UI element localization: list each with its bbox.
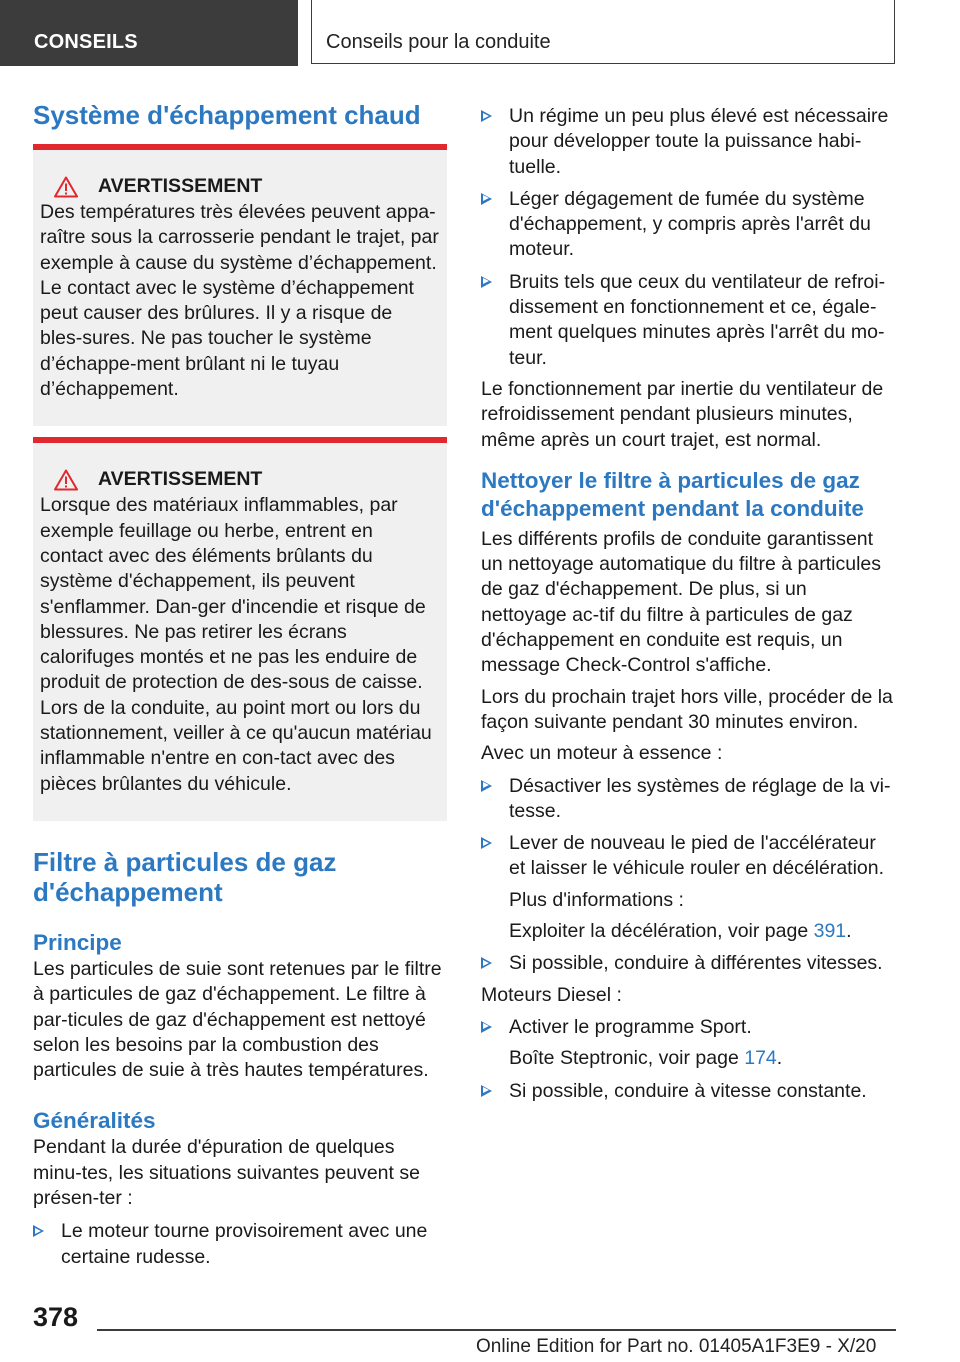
warning-label: AVERTISSEMENT [98, 468, 263, 491]
page-number: 378 [33, 1302, 79, 1332]
right-column [481, 104, 895, 1104]
principle-text: Les particules de suie sont retenues par le filtre à particules de gaz d'échappement. Le filtre à par-ticules de gaz d'échappement est nettoyé selon les besoins par la combustion des particules de suie à très hautes températures. [33, 957, 442, 1082]
bullet-arrow-icon [481, 1021, 492, 1033]
bullet-arrow-icon [481, 193, 492, 205]
diesel-label: Moteurs Diesel : [481, 983, 622, 1006]
warning-text: Lorsque des matériaux inflammables, par exemple feuillage ou herbe, entrent en contact avec des éléments brûlants du système d'échappement, ils peuvent s'enflammer. Dan-ger d'incendie et risque de blessures. Ne pas retirer les écrans calorifuges montés et ne pas les enduire de produit de protection de des-sous de caisse. Lors de la conduite, au point mort ou lors du stationnement, veiller à ce qu'aucun matériau inflammable n'entre en con-tact avec des pièces brûlantes du véhicule. [40, 494, 432, 795]
page-link-174[interactable]: 174 [744, 1047, 777, 1070]
warning-triangle-icon [54, 469, 78, 491]
footer-divider [97, 1329, 896, 1331]
fan-text: Le fonctionnement par inertie du ventilateur de refroidissement pendant plusieurs minutes, même après un court trajet, est normal. [481, 377, 884, 451]
list-item-text: Désactiver les systèmes de réglage de la vi-tesse. [509, 774, 891, 822]
bullet-arrow-icon [481, 780, 492, 792]
page-header [0, 0, 960, 66]
list-item [33, 1219, 447, 1270]
list-item-text: Si possible, conduire à différentes vitesses. [509, 952, 883, 975]
warning-triangle-icon [54, 176, 78, 198]
list-item [481, 1015, 895, 1040]
list-item-text: Si possible, conduire à vitesse constante. [509, 1079, 867, 1102]
list-item-text: Le moteur tourne provisoirement avec une certaine rudesse. [61, 1220, 428, 1268]
page-link-391[interactable]: 391 [813, 920, 847, 943]
clean-text: Les différents profils de conduite garantissent un nettoyage automatique du filtre à particules de gaz d'échappement. De plus, si un nettoyage ac-tif du filtre à particules de gaz d'échappement en conduite est requis, un message Check-Control s'affiche. [481, 527, 882, 677]
left-column [33, 100, 447, 1270]
general-text: Pendant la durée d'épuration de quelques minu-tes, les situations suivantes peuvent se présen-ter : [33, 1136, 420, 1210]
reference-text: Boîte Steptronic, voir page [509, 1047, 745, 1070]
list-item [481, 270, 895, 371]
heading-general: Généralités [33, 1108, 156, 1134]
decel-reference: Exploiter la décélération, voir page 391. [509, 920, 852, 943]
list-item [481, 951, 895, 976]
warning-box-burns [33, 144, 447, 426]
heading-particle-filter: Filtre à particules de gaz d'échappement [33, 846, 337, 907]
bullet-arrow-icon [481, 110, 492, 122]
reference-text: Exploiter la décélération, voir page [509, 920, 814, 943]
list-item [481, 187, 895, 263]
highway-text: Lors du prochain trajet hors ville, procéder de la façon suivante pendant 30 minutes environ. [481, 685, 893, 733]
list-item-text: Activer le programme Sport. [509, 1015, 752, 1038]
bullet-arrow-icon [481, 1085, 492, 1097]
warning-title [40, 467, 439, 492]
bullet-arrow-icon [481, 837, 492, 849]
edition-text: Online Edition for Part no. 01405A1F3E9 - X/20 [476, 1336, 877, 1357]
chapter-title: Conseils pour la conduite [311, 0, 895, 64]
list-item [481, 774, 895, 825]
bullet-arrow-icon [33, 1225, 44, 1237]
list-item-text: Un régime un peu plus élevé est nécessaire pour développer toute la puissance habi-tuelle. [509, 105, 889, 178]
warning-label: AVERTISSEMENT [98, 175, 263, 197]
list-item-text: Lever de nouveau le pied de l'accélérateur et laisser le véhicule rouler en décélération. [509, 832, 885, 880]
warning-text: Des températures très élevées peuvent appa-raître sous la carrosserie pendant le trajet, par exemple à cause du système d’échappement. Le contact avec le système d’échappement peut causer des brûlures. Il y a risque de bles-sures. Ne pas toucher le système d’échappe-ment brûlant ni le tuyau d’échappement. [40, 201, 439, 401]
list-item-text: Bruits tels que ceux du ventilateur de refroi-dissement en fonctionnement et ce, égale-ment quelques minutes après l'arrêt du mo-teur. [509, 270, 886, 369]
list-item [481, 831, 895, 882]
heading-hot-exhaust: Système d'échappement chaud [33, 100, 421, 130]
more-info-label: Plus d'informations : [509, 888, 684, 911]
steptronic-reference: Boîte Steptronic, voir page 174. [509, 1047, 783, 1070]
warning-title [40, 174, 439, 199]
warning-box-fire [33, 437, 447, 821]
list-item-text: Léger dégagement de fumée du système d'échappement, y compris après l'arrêt du moteur. [509, 187, 871, 261]
bullet-arrow-icon [481, 276, 492, 288]
heading-principle: Principe [33, 929, 122, 955]
section-tab: CONSEILS [0, 0, 298, 66]
list-item [481, 1079, 895, 1104]
bullet-arrow-icon [481, 957, 492, 969]
petrol-label: Avec un moteur à essence : [481, 742, 723, 765]
heading-clean-filter: Nettoyer le filtre à particules de gaz d'échappement pendant la conduite [481, 467, 864, 521]
list-item [481, 104, 895, 180]
